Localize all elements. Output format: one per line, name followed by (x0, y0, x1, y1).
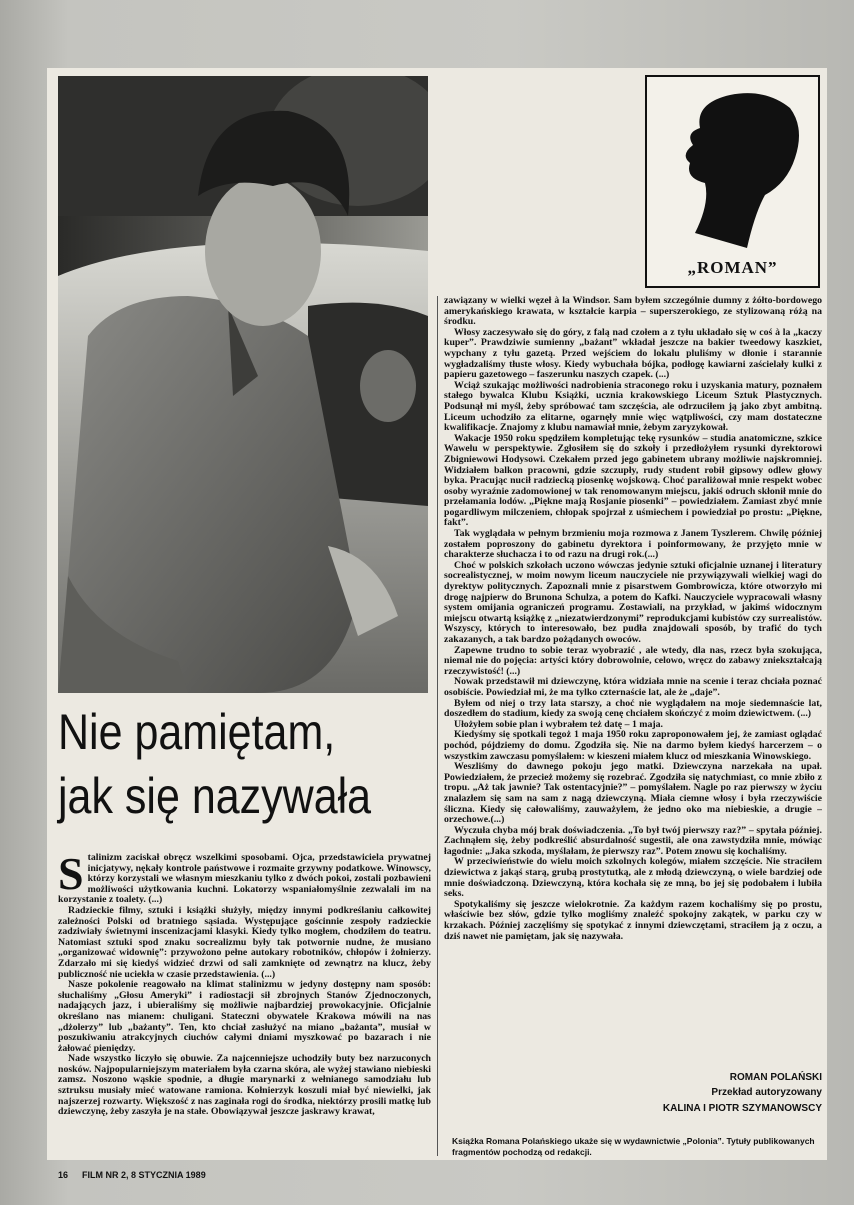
paragraph: Nasze pokolenie reagowało na klimat stalinizmu w jedyny dostępny nam sposób: słuchaliśmy „Głosu Ameryki” i radiostacji sił zbrojnych Stanów Zjednoczonych, nadających jazz, i ubieraliśmy się możliwie najbardziej prowokacyjnie. Oficjalnie określano nas mianem: chuligani. Stateczni obywatele Krakowa mówili na nas „dżolerzy” lub „bażanty”. Ten, kto chciał zasłużyć na miano „bażanta”, musiał w poszukiwaniu atrakcyjnych ciuchów całymi dniami myszkować po bazarach i nie żałować pieniędzy. (58, 979, 431, 1054)
portrait-photo (58, 76, 428, 693)
paragraph: Ułożyłem sobie plan i wybrałem też datę – 1 maja. (454, 718, 663, 730)
paragraph: Kiedyśmy się spotkali tegoż 1 maja 1950 roku zaproponowałem jej, że zamiast oglądać pochód, pójdziemy do domu. Zgodziła się. Nie na darmo byłem kiedyś harcerzem – o wszystkim zawczasu pomyślałem: w kieszeni miałem klucz od mieszkania Winowskiego. (444, 729, 822, 762)
drop-cap: S (58, 853, 84, 899)
author-name: ROMAN POLAŃSKI (729, 1072, 822, 1083)
headline-line-1: Nie pamiętam, (58, 704, 336, 760)
article-headline (58, 700, 428, 828)
paragraph: Wciąż szukając możliwości nadrobienia straconego roku i uzyskania matury, poznałem stałego bywalca Klubu Książki, ucznia krakowskiego Liceum Sztuk Plastycznych. Podsunął mi myśl, żeby spróbować tam szczęścia, ale odrzuciłem ją jako zbyt ambitną. Liceum uchodziło za elitarne, ogarnęły mnie więc wątpliwości, czy mam dostateczne kwalifikacje. Znajomy z klubu namawiał mnie, żebym zaryzykował. (444, 379, 822, 434)
paragraph: talinizm zaciskał obręcz wszelkimi sposobami. Ojca, przedstawiciela prywatnej inicjatywy, nękały kontrole państwowe i rozmaite grzywny podatkowe. Winowscy, którzy korzystali we własnym mieszkaniu tylko z dwóch pokoi, zostali pozbawieni możliwości użytkowania kuchni. Lokatorzy wspaniałomyślnie zezwalali im na korzystanie z toalety. (...) (58, 853, 431, 906)
right-column-text (444, 296, 822, 981)
headline-line-2: jak się nazywała (58, 768, 372, 824)
translation-label: Przekład autoryzowany (711, 1087, 822, 1098)
silhouette-box (645, 75, 820, 288)
profile-silhouette-icon (655, 83, 810, 253)
left-column-text (58, 853, 431, 1158)
paragraph: Radzieckie filmy, sztuki i książki służyły, między innymi podkreślaniu całkowitej zależności Polski od bratniego sąsiada. Występujące gościnnie zespoły radzieckie zadziwiały świetnymi inscenizacjami klasyki. Kiedy tylko mogłem, chodziłem do teatru. Natomiast sztuki spod znaku socrealizmu były tak potwornie nudne, że musiano „organizować widownię”: przywożono pełne autokary robotników, chłopów i żołnierzy. Zdarzało mi się kiedyś widzieć drzwi od sali zamknięte od zewnątrz na klucz, żeby publiczność nie uciekła w czasie przedstawienia. (...) (58, 904, 431, 980)
paragraph: Spotykaliśmy się jeszcze wielokrotnie. Za każdym razem kochaliśmy się po prostu, właściwie bez słów, gdzie tylko mogliśmy znaleźć spokojny zakątek, w parku czy w krzakach. Później zaczęliśmy się spotykać z innymi dziewczętami, straciłem ją z oczu, a dziś nawet nie pamiętam, jak się nazywała. (444, 898, 822, 942)
paragraph: Nade wszystko liczyło się obuwie. Za najcenniejsze uchodziły buty bez narzuconych nosków. Najpopularniejszym materiałem była czarna skóra, ale wyżej stawiano niebieski zamsz. Noszono wąskie spodnie, a długie marynarki z wełnianego samodziału lub sztruksu musiały mieć watowane ramiona. Kołnierzyk koszuli miał być niewielki, jak najszerzej rozwarty. Większość z nas zaginała rogi do środka, niektórzy prosili matkę lub dziewczynę, żeby zaszyła je na stałe. Obowiązywał jeszcze jaskrawy krawat, (58, 1053, 431, 1118)
paragraph: W przeciwieństwie do wielu moich szkolnych kolegów, miałem szczęście. Nie straciłem dziewictwa z jakąś starą, grubą prostytutką, ale z młodą dziewczyną, o wiele bardziej ode mnie doświadczoną. Dziewczyną, która kochała się ze mną, bo jej się podobałem i lubiła seks. (444, 856, 822, 900)
footnote: Książka Romana Polańskiego ukaże się w wydawnictwie „Polonia”. Tytuły publikowanych fragmentów pochodzą od redakcji. (452, 1136, 815, 1157)
paragraph: Choć w polskich szkołach uczono wówczas jedynie sztuki oficjalnie uznanej i literatury socrealistycznej, w moim nowym liceum nauczyciele nie przywiązywali wielkiej wagi do dyrektyw politycznych. Zapoznali mnie z pisarstwem Gombrowicza, które otworzyło mi drogę najpierw do Brunona Schulza, a potem do Kafki. Nauczyciele wypracowali własny system omijania ograniczeń programu. Zostawiali, na przykład, w jakimś widocznym miejscu otwartą książkę z „niezatwierdzonymi” reprodukcjami kubistów czy surrealistów. Wszyscy, których to interesowało, bez pudła znajdowali sposób, by trafić do tych zakazanych, a tak bardzo pożądanych owoców. (444, 559, 822, 645)
paragraph: Byłem od niej o trzy lata starszy, a choć nie wyglądałem na moje siedemnaście lat, doszedłem do stadium, kiedy za swoją cenę chciałem skończyć z moim dziewictwem. (...) (444, 697, 822, 720)
paragraph: Wyczuła chyba mój brak doświadczenia. „To był twój pierwszy raz?” – spytała później. Zachnąłem się, żeby podkreślić absurdalność sugestii, ale ona zawstydziła mnie, mówiąc łagodnie: „Jaka szkoda, myślałam, że pierwszy raz”. Potem znowu się kochaliśmy. (444, 824, 822, 857)
paragraph: zawiązany w wielki węzeł à la Windsor. Sam byłem szczególnie dumny z żółto-bordowego amerykańskiego krawata, w kształcie karpia – superszerokiego, ze stylizowaną różą na środku. (444, 296, 822, 328)
issue-info: FILM NR 2, 8 STYCZNIA 1989 (82, 1170, 206, 1180)
paragraph: Zapewne trudno to sobie teraz wyobrazić , ale wtedy, dla nas, rzecz była szokująca, niemal nie do pojęcia: artyści który dobrowolnie, celowo, wręcz do zabawy zniekształcają rzeczywistość! (...) (444, 644, 822, 677)
silhouette-caption: „ROMAN” (687, 258, 778, 277)
translators: KALINA I PIOTR SZYMANOWSCY (662, 1103, 822, 1114)
paragraph: Tak wyglądała w pełnym brzmieniu moja rozmowa z Janem Tyszlerem. Chwilę później zostałem poproszony do gabinetu dyrektora i poinformowany, że przyjęto mnie w charakterze słuchacza i to od razu na drugi rok.(...) (444, 528, 822, 561)
page-number: 16 (58, 1170, 69, 1180)
paragraph: Wakacje 1950 roku spędziłem kompletując tekę rysunków – studia anatomiczne, szkice Wawelu w perspektywie. Zgłosiłem się do szkoły i przedłożyłem rysunki dyrektorowi Zbigniewowi Hodysowi. Czekałem przed jego gabinetem ubrany możliwie najskromniej. Widziałem balkon pracowni, gdzie szczupły, rudy student robił gipsowy odlew głowy byka. Pracując nucił radziecką piosenkę wojskową. Choć paraliżował mnie respekt wobec osoby wyraźnie zadomowionej w tak renomowanym miejscu, jakiś odruch skłonił mnie do przełamania lodów. „Piękne mają Rosjanie piosenki” – powiedziałem. Zamiast zbyć mnie pogardliwym milczeniem, chłopak spojrzał z uśmiechem i powiedział po prostu: „Piękne, fakt”. (444, 432, 822, 529)
column-divider (437, 296, 438, 1156)
paragraph: Nowak przedstawił mi dziewczynę, która widziała mnie na scenie i teraz chciała poznać osobiście. Powiedział mi, że ma tylko czternaście lat, ale że „daje”. (444, 676, 822, 698)
paragraph: Weszliśmy do dawnego pokoju jego matki. Dziewczyna narzekała na upał. Powiedziałem, że przecież możemy się rozebrać. Zgodziła się natychmiast, co mnie zbiło z tropu. „Aż tak jawnie? Tak ostentacyjnie?” – pomyślałem. Nagle po raz pierwszy w życiu znalazłem się sam na sam z nagą dziewczyną. Miała ciemne włosy i była rzeczywiście śliczna. Kiedy się całowaliśmy, zauważyłem, że jedno oko ma niebieskie, a drugie – orzechowe.(...) (444, 761, 822, 826)
paragraph: Włosy zaczesywało się do góry, z falą nad czołem a z tyłu układało się w coś à la „kaczy kuper”. Prawdziwie sumienny „bażant” wkładał jeszcze na bakier tweedowy kaszkiet, wypchany z tyłu gazetą. Przed wejściem do lokalu pluliśmy w dłonie i starannie wygładzaliśmy tłuste włosy. Kiedy wybuchała bójka, podłogę kawiarni zaścielały kulki z papieru gazetowego – faszerunku naszych czapek. (...) (444, 326, 822, 381)
